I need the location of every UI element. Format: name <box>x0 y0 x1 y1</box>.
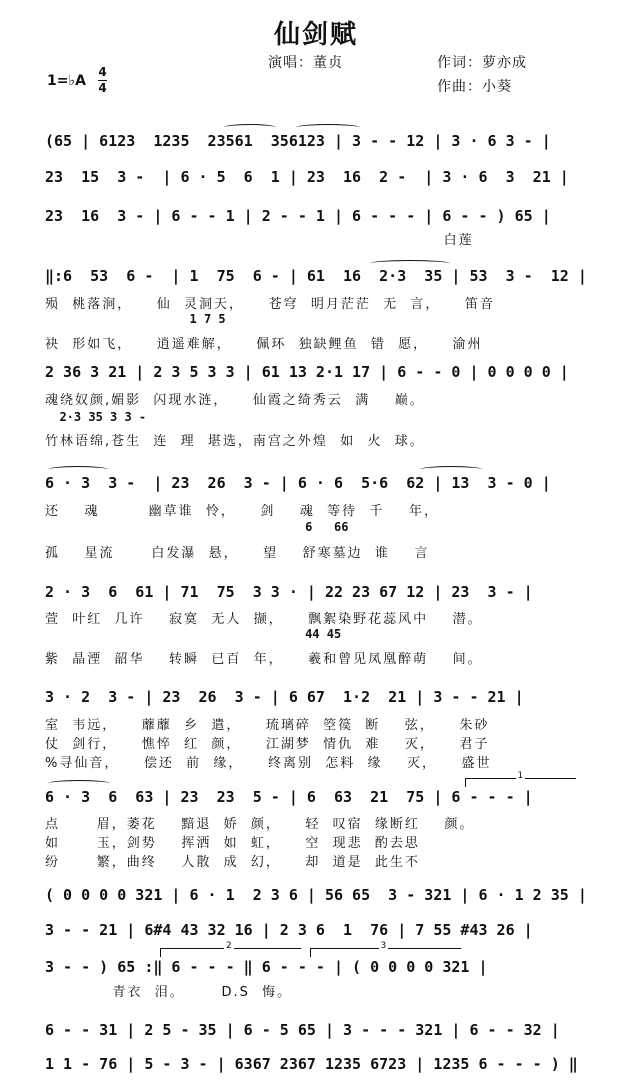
score-line: 1 7 5 <box>45 312 226 326</box>
slur-mark <box>48 780 110 787</box>
score-line: ‖:6 53 6 - | 1 75 6 - | 61 16 2·3 35 | 53 3 - 12 | <box>45 267 587 285</box>
key-signature: 1=♭A <box>47 73 86 89</box>
volta-bracket-3: 3 <box>310 948 461 957</box>
singer-credit: 演唱：董贞 <box>268 55 343 71</box>
score-line: 44 45 <box>45 627 342 641</box>
score-line: (65 | 6123 1235 23561 356123 | 3 - - 12 | 3 · 6 3 - | <box>45 132 551 150</box>
score-line: ( 0 0 0 0 321 | 6 · 1 2 3 6 | 56 65 3 - 321 | 6 · 1 2 35 | <box>45 886 587 904</box>
lyric-line: 萱 叶红 几许 寂寞 无人 撷， 飘絮染野花蕊风中 潜。 <box>45 612 483 627</box>
lyric-line: 室 韦远， 蘼蘼 乡 遣， 琉璃碎 箜篌 断 弦， 朱砂 <box>45 718 490 733</box>
slur-mark <box>224 124 276 131</box>
lyricist-credit: 作词：萝亦成 <box>437 55 527 71</box>
score-line: 2 · 3 6 61 | 71 75 3 3 · | 22 23 67 12 | 23 3 - | <box>45 583 533 601</box>
composer-credit: 作曲：小葵 <box>437 79 512 95</box>
slur-mark <box>370 260 450 267</box>
lyric-line: 孤 星流 白发瀑 悬， 望 舒寒墓边 谁 言 <box>45 546 430 561</box>
score-line: 3 - - 21 | 6#4 43 32 16 | 2 3 6 1 76 | 7 55 #43 26 | <box>45 921 533 939</box>
volta-bracket-1: 1 <box>465 778 576 787</box>
score-line: 6 - - 31 | 2 5 - 35 | 6 - 5 65 | 3 - - - 321 | 6 - - 32 | <box>45 1021 560 1039</box>
lyric-line: 纷 繁，曲终 人散 成 幻， 却 道是 此生不 <box>45 855 420 870</box>
time-bottom: 4 <box>98 81 107 95</box>
lyric-line: 如 玉，剑势 挥洒 如 虹， 空 现悲 酌去思 <box>45 836 420 851</box>
song-title: 仙剑赋 <box>273 20 358 50</box>
score-line: 3 · 2 3 - | 23 26 3 - | 6 67 1·2 21 | 3 - - 21 | <box>45 688 524 706</box>
lyric-line: 青衣 泪。 D.S 悔。 <box>45 985 293 1000</box>
lyric-line: 点 眉，萎花 黯退 娇 颜， 轻 叹宿 缘断红 颜。 <box>45 817 475 832</box>
lyric-line: 魂绕奴颜,媚影 闪现水涟， 仙霞之绮秀云 满 巅。 <box>45 393 425 408</box>
score-line: 23 15 3 - | 6 · 5 6 1 | 23 16 2 - | 3 · 6 3 21 | <box>45 168 569 186</box>
score-line: 2 36 3 21 | 2 3 5 3 3 | 61 13 2·1 17 | 6 - - 0 | 0 0 0 0 | <box>45 363 569 381</box>
lyric-line: 紫 晶湮 韶华 转瞬 已百 年， 羲和曾见凤凰醉萌 间。 <box>45 652 483 667</box>
time-top: 4 <box>98 65 107 79</box>
lyric-line: 竹林语绵,苍生 连 理 堪选，南宫之外煌 如 火 球。 <box>45 434 425 449</box>
lyric-line: %寻仙音， 偿还 前 缘， 终离别 怎料 缘 灭， 盛世 <box>45 756 492 771</box>
volta-bracket-2: 2 <box>160 948 301 957</box>
score-line: 23 16 3 - | 6 - - 1 | 2 - - 1 | 6 - - - | 6 - - ) 65 | <box>45 207 551 225</box>
slur-mark <box>420 466 482 473</box>
lyric-line: 还 魂 幽草谁 怜， 剑 魂 等待 千 年， <box>45 504 439 519</box>
score-line: 6 · 3 6 63 | 23 23 5 - | 6 63 21 75 | 6 - - - | <box>45 788 533 806</box>
slur-mark <box>48 466 108 473</box>
score-line: 1 1 - 76 | 5 - 3 - | 6367 2367 1235 6723 | 1235 6 - - - ) ‖ <box>45 1055 578 1073</box>
lyric-line: 仗 剑行， 憔悴 红 颜， 江湖梦 情仇 难 灭， 君子 <box>45 737 490 752</box>
lyric-line: 袂 形如飞， 逍遥难解， 佩环 独缺鲤鱼 错 愿， 渝州 <box>45 337 483 352</box>
score-line: 6 · 3 3 - | 23 26 3 - | 6 · 6 5·6 62 | 13 3 - 0 | <box>45 474 551 492</box>
score-line: 6 66 <box>45 520 349 534</box>
lyric-line: 白莲 <box>45 233 474 248</box>
time-signature <box>98 66 107 95</box>
score-line: 3 - - ) 65 :‖ 6 - - - ‖ 6 - - - | ( 0 0 0 0 321 | <box>45 958 488 976</box>
lyric-line: 殒 桃落涧， 仙 灵洞天， 苍穹 明月茫茫 无 言， 笛音 <box>45 297 495 312</box>
score-line: 2·3 35 3 3 - <box>45 410 147 424</box>
slur-mark <box>296 124 360 131</box>
